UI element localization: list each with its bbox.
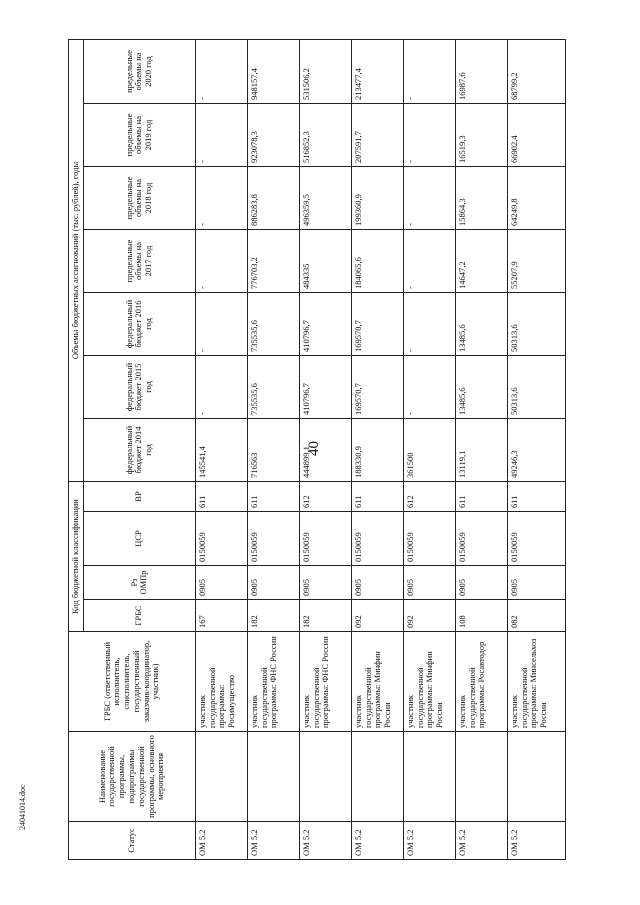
cell-2017: 776703,2	[247, 229, 299, 292]
cell-2016: 13485,6	[455, 292, 507, 355]
cell-2016: 410796,7	[299, 292, 351, 355]
cell-rz: 0905	[403, 566, 455, 600]
cell-2015: 169570,7	[351, 355, 403, 418]
cell-2017: 184065,6	[351, 229, 403, 292]
cell-status: ОМ 5.2	[195, 822, 247, 860]
cell-2019: 923078,3	[247, 103, 299, 166]
cell-rz: 0905	[247, 566, 299, 600]
cell-rz: 0905	[455, 566, 507, 600]
budget-table	[68, 39, 566, 860]
footer-filename: 24041014.doc	[18, 784, 27, 830]
budget-table-container	[68, 40, 588, 860]
cell-2020: -	[403, 39, 455, 103]
cell-name	[403, 732, 455, 822]
header-2015: федеральный бюджет 2015 год	[83, 355, 195, 418]
cell-2014: 49246,3	[507, 418, 565, 481]
cell-2014: 361500	[403, 418, 455, 481]
table-row	[247, 39, 299, 859]
cell-2014: 188330,9	[351, 418, 403, 481]
cell-2015: -	[195, 355, 247, 418]
cell-rz: 0905	[299, 566, 351, 600]
cell-2014: 145541,4	[195, 418, 247, 481]
cell-2016: -	[403, 292, 455, 355]
table-row	[507, 39, 565, 859]
cell-2020: 213477,4	[351, 39, 403, 103]
cell-csr: 0150059	[351, 512, 403, 566]
cell-2018: -	[195, 166, 247, 229]
cell-code: 092	[403, 600, 455, 632]
cell-2014: 13119,1	[455, 418, 507, 481]
cell-rz: 0905	[351, 566, 403, 600]
header-grbs: ГРБС (ответственный исполнитель, соисполнитель, государственный заказчик-координатор, участник)	[69, 632, 196, 732]
cell-name	[195, 732, 247, 822]
header-csr: ЦСР	[83, 512, 195, 566]
cell-status: ОМ 5.2	[351, 822, 403, 860]
cell-grbs: участник государственной программы: ФНС России	[247, 632, 299, 732]
header-grbs-code: ГРБС	[83, 600, 195, 632]
cell-2019: 516852,3	[299, 103, 351, 166]
cell-vr: 611	[455, 481, 507, 511]
table-row	[195, 39, 247, 859]
cell-grbs: участник государственной программы: Росимущество	[195, 632, 247, 732]
cell-2015: -	[403, 355, 455, 418]
cell-code: 108	[455, 600, 507, 632]
header-rz: Рз ОМПр	[83, 566, 195, 600]
cell-status: ОМ 5.2	[403, 822, 455, 860]
cell-2015: 50313,6	[507, 355, 565, 418]
cell-code: 182	[299, 600, 351, 632]
cell-2018: 199360,9	[351, 166, 403, 229]
cell-grbs: участник государственной программы: ФНС России	[299, 632, 351, 732]
header-2014: федеральный бюджет 2014 год	[83, 418, 195, 481]
header-volumes-group: Объемы бюджетных ассигнований (тыс. рублей), годы	[69, 39, 84, 481]
cell-2018: 496359,5	[299, 166, 351, 229]
page-number: 40	[306, 441, 322, 456]
cell-2019: 207591,7	[351, 103, 403, 166]
cell-csr: 0150059	[247, 512, 299, 566]
cell-status: ОМ 5.2	[507, 822, 565, 860]
header-2016: федеральный бюджет 2016 год	[83, 292, 195, 355]
cell-2020: 16987,6	[455, 39, 507, 103]
cell-2018: 886283,8	[247, 166, 299, 229]
header-2020: предельные объемы на 2020 год	[83, 39, 195, 103]
header-2017: предельные объемы на 2017 год	[83, 229, 195, 292]
header-name: Наименование государственной программы, подпрограммы государственной программы, основного мероприятия	[69, 732, 196, 822]
cell-csr: 0150059	[403, 512, 455, 566]
cell-vr: 611	[351, 481, 403, 511]
cell-name	[351, 732, 403, 822]
cell-2014: 716563	[247, 418, 299, 481]
cell-csr: 0150059	[455, 512, 507, 566]
cell-2018: 64249,8	[507, 166, 565, 229]
cell-2020: 68799,2	[507, 39, 565, 103]
cell-csr: 0150059	[195, 512, 247, 566]
cell-grbs: участник государственной программы: Минфин России	[403, 632, 455, 732]
cell-vr: 612	[299, 481, 351, 511]
cell-rz: 0905	[507, 566, 565, 600]
table-row	[455, 39, 507, 859]
cell-2018: -	[403, 166, 455, 229]
cell-code: 092	[351, 600, 403, 632]
cell-2019: -	[195, 103, 247, 166]
cell-name	[247, 732, 299, 822]
cell-rz: 0905	[195, 566, 247, 600]
cell-code: 167	[195, 600, 247, 632]
cell-status: ОМ 5.2	[299, 822, 351, 860]
cell-2020: 948157,4	[247, 39, 299, 103]
cell-2019: -	[403, 103, 455, 166]
cell-2014: 444899,1	[299, 418, 351, 481]
cell-2015: 735535,6	[247, 355, 299, 418]
cell-code: 082	[507, 600, 565, 632]
cell-2017: 484335	[299, 229, 351, 292]
header-code-group: Код бюджетной классификации	[69, 481, 84, 631]
cell-name	[507, 732, 565, 822]
cell-2016: 50313,6	[507, 292, 565, 355]
table-row	[351, 39, 403, 859]
cell-grbs: участник государственной программы: Росавтодор	[455, 632, 507, 732]
table-row	[299, 39, 351, 859]
header-status: Статус	[69, 822, 196, 860]
cell-2019: 16519,3	[455, 103, 507, 166]
cell-vr: 611	[195, 481, 247, 511]
cell-code: 182	[247, 600, 299, 632]
cell-vr: 611	[247, 481, 299, 511]
cell-vr: 612	[403, 481, 455, 511]
cell-2020: 531506,2	[299, 39, 351, 103]
cell-2015: 13485,6	[455, 355, 507, 418]
header-vr: ВР	[83, 481, 195, 511]
cell-2017: 14647,2	[455, 229, 507, 292]
cell-2017: 55207,9	[507, 229, 565, 292]
cell-2016: -	[195, 292, 247, 355]
cell-2018: 15864,3	[455, 166, 507, 229]
cell-csr: 0150059	[507, 512, 565, 566]
cell-2020: -	[195, 39, 247, 103]
cell-2017: -	[195, 229, 247, 292]
header-2018: предельные объемы на 2018 год	[83, 166, 195, 229]
cell-2016: 169570,7	[351, 292, 403, 355]
cell-2019: 66902,4	[507, 103, 565, 166]
cell-name	[455, 732, 507, 822]
cell-grbs: участник государственной программы: Минфин России	[351, 632, 403, 732]
cell-2015: 410796,7	[299, 355, 351, 418]
cell-vr: 611	[507, 481, 565, 511]
cell-grbs: участник государственной программы: Минсельхоз России	[507, 632, 565, 732]
cell-2016: 735535,6	[247, 292, 299, 355]
header-2019: предельные объемы на 2019 год	[83, 103, 195, 166]
cell-csr: 0150059	[299, 512, 351, 566]
cell-status: ОМ 5.2	[455, 822, 507, 860]
cell-status: ОМ 5.2	[247, 822, 299, 860]
table-row	[403, 39, 455, 859]
cell-name	[299, 732, 351, 822]
cell-2017: -	[403, 229, 455, 292]
